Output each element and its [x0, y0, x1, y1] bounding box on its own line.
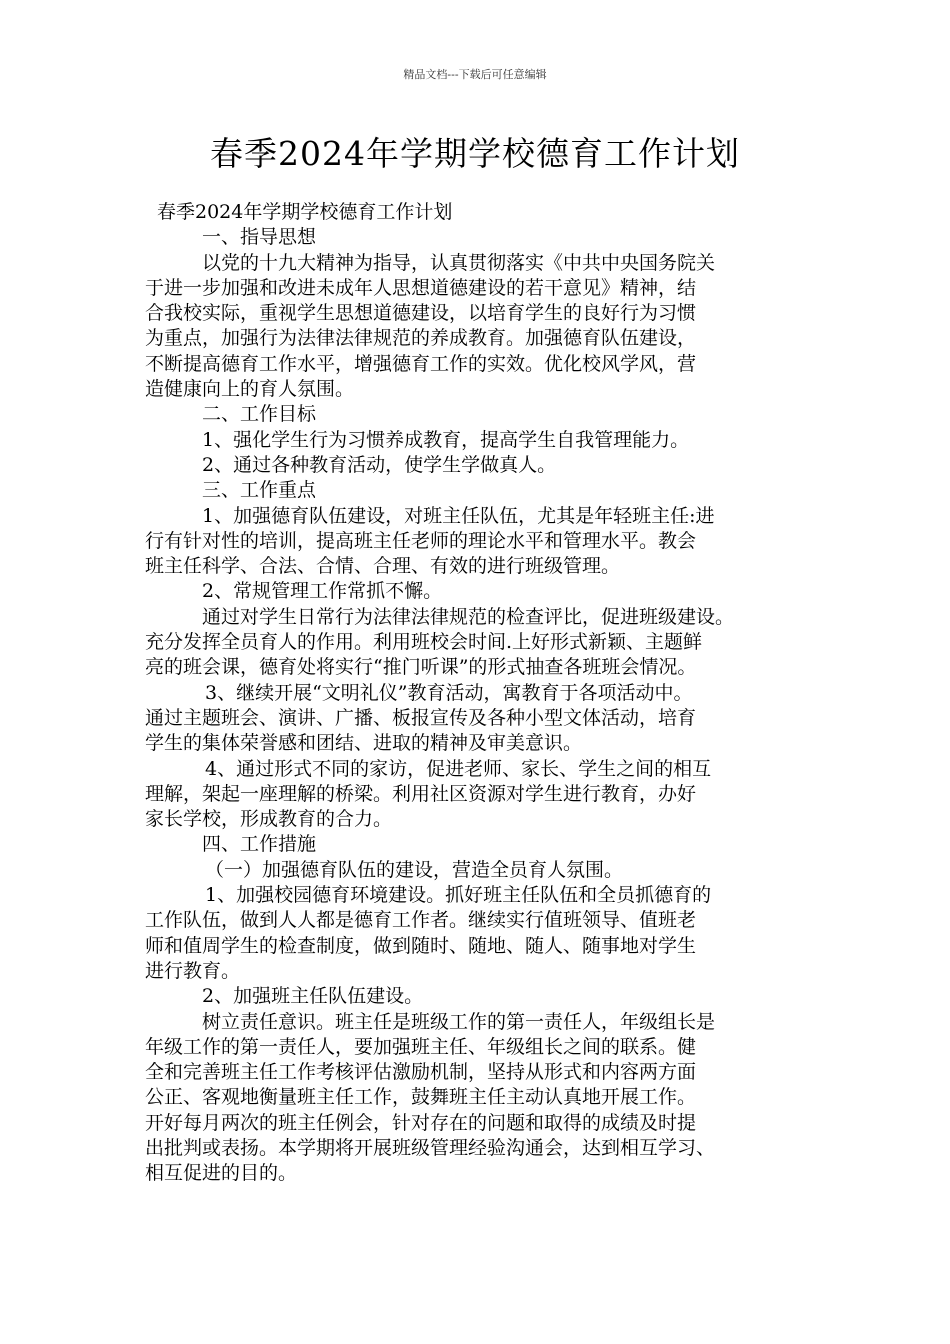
text-line: 四、工作措施: [202, 833, 317, 856]
text-line: 充分发挥全员育人的作用。利用班校会时间.上好形式新颖、主题鲜: [145, 631, 703, 654]
text-line: 出批判或表扬。本学期将开展班级管理经验沟通会，达到相互学习、: [145, 1136, 716, 1159]
text-line: 造健康向上的育人氛围。: [145, 378, 355, 401]
text-line: （一）加强德育队伍的建设，营造全员育人氛围。: [205, 858, 624, 881]
page-title: 春季2024年学期学校德育工作计划: [210, 134, 740, 173]
text-line: 通过主题班会、演讲、广播、板报宣传及各种小型文体活动，培育: [145, 706, 697, 729]
text-line: 师和值周学生的检查制度，做到随时、随地、随人、随事地对学生: [145, 934, 697, 957]
text-line: 理解，架起一座理解的桥梁。利用社区资源对学生进行教育，办好: [145, 782, 697, 805]
text-line: 树立责任意识。班主任是班级工作的第一责任人，年级组长是: [202, 1010, 716, 1033]
text-line: 工作队伍，做到人人都是德育工作者。继续实行值班领导、值班老: [145, 909, 697, 932]
text-line: 家长学校，形成教育的合力。: [145, 808, 393, 831]
text-line: 一、指导思想: [202, 226, 317, 249]
text-line: 1、加强校园德育环境建设。抓好班主任队伍和全员抓德育的: [205, 884, 712, 907]
text-line: 二、工作目标: [202, 403, 317, 426]
text-line: 2、通过各种教育活动，使学生学做真人。: [202, 453, 557, 476]
text-line: 3、继续开展“文明礼仪”教育活动，寓教育于各项活动中。: [205, 681, 693, 704]
text-line: 1、强化学生行为习惯养成教育，提高学生自我管理能力。: [202, 428, 690, 451]
text-line: 1、加强德育队伍建设，对班主任队伍，尤其是年轻班主任:进: [202, 504, 715, 527]
text-line: 开好每月两次的班主任例会，针对存在的问题和取得的成绩及时提: [145, 1111, 697, 1134]
text-line: 4、通过形式不同的家访，促进老师、家长、学生之间的相互: [205, 757, 712, 780]
text-line: 2、加强班主任队伍建设。: [202, 985, 424, 1008]
text-line: 年级工作的第一责任人，要加强班主任、年级组长之间的联系。健: [145, 1035, 697, 1058]
text-line: 三、工作重点: [202, 479, 317, 502]
text-line: 班主任科学、合法、合情、合理、有效的进行班级管理。: [145, 555, 621, 578]
text-line: 为重点，加强行为法律法律规范的养成教育。加强德育队伍建设，: [145, 327, 697, 350]
text-line: 全和完善班主任工作考核评估激励机制，坚持从形式和内容两方面: [145, 1061, 697, 1084]
text-line: 相互促进的目的。: [145, 1162, 298, 1185]
text-line: 以党的十九大精神为指导，认真贯彻落实《中共中央国务院关: [202, 251, 716, 274]
text-line: 合我校实际，重视学生思想道德建设，以培育学生的良好行为习惯: [145, 302, 697, 325]
text-line: 不断提高德育工作水平，增强德育工作的实效。优化校风学风，营: [145, 352, 697, 375]
text-line: 学生的集体荣誉感和团结、进取的精神及审美意识。: [145, 732, 583, 755]
text-line: 于进一步加强和改进未成年人思想道德建设的若干意见》精神，结: [145, 276, 697, 299]
document-body: [145, 200, 825, 1187]
text-line: 春季2024年学期学校德育工作计划: [157, 201, 453, 223]
text-line: 行有针对性的培训，提高班主任老师的理论水平和管理水平。教会: [145, 529, 697, 552]
text-line: 通过对学生日常行为法律法律规范的检查评比，促进班级建设。: [202, 605, 735, 628]
text-line: 进行教育。: [145, 959, 241, 982]
text-line: 2、常规管理工作常抓不懈。: [202, 580, 443, 603]
page-header: 精品文档---下载后可任意编辑: [403, 68, 547, 81]
text-line: 公正、客观地衡量班主任工作，鼓舞班主任主动认真地开展工作。: [145, 1086, 697, 1109]
text-line: 亮的班会课，德育处将实行“推门听课”的形式抽查各班班会情况。: [145, 656, 697, 679]
